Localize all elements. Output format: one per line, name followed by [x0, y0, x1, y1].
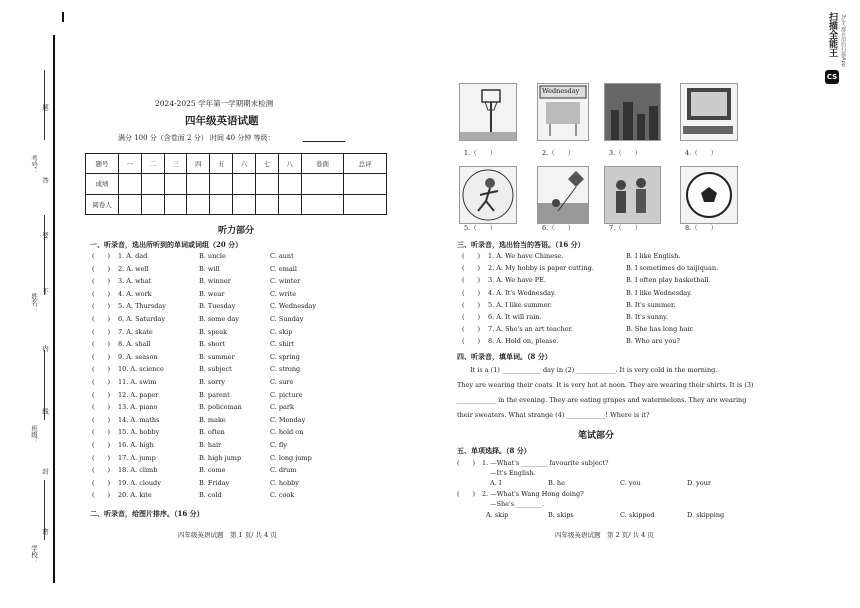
option-b: B. short: [199, 340, 226, 349]
answer-paren[interactable]: ( ): [92, 340, 111, 349]
option-a: 19. A. cloudy: [118, 478, 161, 487]
top-mark: [62, 12, 64, 22]
answer-paren[interactable]: ( ): [92, 415, 111, 424]
option-a: 5. A. I like summer.: [488, 300, 552, 309]
option-b: B. wear: [199, 289, 225, 298]
option-c: C. park: [270, 403, 294, 412]
option-c: C. shirt: [270, 340, 295, 349]
wednesday-sign-icon: [537, 83, 589, 141]
option-c: C. email: [270, 264, 297, 273]
seal-char: 封: [41, 468, 49, 475]
score-cell[interactable]: [210, 174, 233, 194]
picture-number[interactable]: 6.（ ）: [542, 224, 575, 232]
option-a: 12. A. paper: [118, 390, 159, 399]
score-cell[interactable]: [278, 174, 301, 194]
table-header-cell: 二: [141, 154, 164, 174]
seal-char: 答: [41, 177, 49, 184]
answer-paren[interactable]: ( ): [462, 325, 481, 334]
option-c: C. picture: [270, 390, 303, 399]
score-cell[interactable]: [187, 174, 210, 194]
kite-park-icon-graphic: [538, 167, 588, 223]
table-header-cell: 四: [187, 154, 210, 174]
option-a: 4. A. work: [118, 289, 152, 298]
q5-reply: —It's English.: [490, 469, 536, 477]
q1-heading: 一、听录音，选出所听到的单词或词组（20 分）: [90, 240, 243, 249]
option-c: C. skip: [270, 327, 293, 336]
q4-line: ____________ in the evening. They are eating grapes and watermelons. They are wearing: [457, 396, 747, 404]
option-b: B. will: [199, 264, 220, 273]
picture-number[interactable]: 4.（ ）: [685, 149, 718, 157]
option-b: B. high jump: [199, 453, 242, 462]
score-cell[interactable]: [210, 194, 233, 214]
answer-paren[interactable]: ( ): [92, 352, 111, 361]
kite-park-icon: [537, 166, 589, 224]
option-b: B. some day: [199, 315, 239, 323]
option-a: 13. A. piano: [118, 403, 158, 412]
cs-logo: CS: [825, 70, 839, 84]
answer-paren[interactable]: ( ): [92, 289, 111, 298]
page-footer: 四年级英语试题 第 1 页/ 共 4 页: [178, 531, 277, 539]
answer-paren[interactable]: ( ): [92, 478, 111, 487]
answer-paren[interactable]: ( ): [462, 264, 481, 273]
score-table-header: [86, 154, 387, 174]
q5-option: A. I: [490, 479, 502, 487]
brand-name: 扫描全能王: [827, 12, 837, 57]
q5-option: D. your: [687, 479, 711, 487]
football-icon-graphic: [681, 167, 737, 223]
answer-paren[interactable]: ( ): [92, 441, 111, 449]
score-cell[interactable]: [119, 174, 142, 194]
answer-paren[interactable]: ( ): [462, 337, 481, 346]
answer-paren[interactable]: ( ): [92, 302, 111, 311]
answer-paren[interactable]: ( ): [92, 252, 111, 260]
score-cell[interactable]: [141, 174, 164, 194]
q4-heading: 四、听录音，填单词。（8 分）: [457, 352, 552, 361]
score-cell[interactable]: [164, 194, 187, 214]
table-header-cell: 卷面: [301, 154, 344, 174]
written-heading: 笔试部分: [578, 431, 615, 441]
q5-paren[interactable]: ( ): [457, 459, 476, 467]
seal-char: 内: [41, 345, 49, 352]
option-b: B. Friday: [199, 478, 230, 487]
answer-paren[interactable]: ( ): [92, 491, 111, 500]
q4-line: their sweaters. What strange (4) ____________! Where is it?: [457, 411, 650, 419]
boy-running-icon: [459, 166, 517, 224]
q4-line: They are wearing their coats. It is very hot at noon. They are wearing their shirts. It is (3): [457, 381, 754, 389]
answer-paren[interactable]: ( ): [92, 315, 111, 323]
q5-option: D. skipping: [687, 511, 725, 519]
answer-paren[interactable]: ( ): [92, 428, 111, 437]
brand-tagline: 3亿人都在用的扫描App: [840, 14, 846, 67]
option-a: 14. A. maths: [118, 415, 160, 424]
option-a: 2. A. My hobby is paper cutting.: [488, 264, 594, 273]
option-b: B. uncle: [199, 252, 226, 260]
answer-paren[interactable]: ( ): [92, 327, 111, 336]
city-rain-icon: [604, 83, 661, 141]
option-b: B. summer: [199, 352, 235, 361]
option-a: 1. A. dad: [118, 252, 148, 260]
answer-paren[interactable]: ( ): [92, 453, 111, 462]
answer-paren[interactable]: ( ): [462, 300, 481, 309]
option-a: 15. A. hobby: [118, 428, 160, 437]
q5-reply: —She's ________.: [490, 500, 545, 508]
option-b: B. parent: [199, 390, 230, 399]
school-label: 学校：: [30, 545, 38, 565]
people-on-street-icon: [604, 166, 661, 224]
picture-caption: Wednesday: [542, 87, 580, 95]
option-a: 9. A. season: [118, 352, 158, 361]
q5-stem: 2. —What's Wang Hong doing?: [482, 490, 584, 498]
table-header-cell: 三: [164, 154, 187, 174]
option-b: B. It's sunny.: [626, 313, 669, 321]
score-table: [85, 153, 387, 215]
option-c: C. cook: [270, 491, 295, 500]
option-c: C. hold on: [270, 428, 304, 437]
computer-icon: [680, 83, 738, 141]
listening-heading: 听力部分: [218, 226, 255, 236]
option-a: 8. A. Hold on, please.: [488, 337, 559, 346]
binding-line: [53, 35, 55, 583]
picture-number[interactable]: 1.（ ）: [464, 149, 497, 157]
option-a: 16. A. high: [118, 441, 154, 449]
answer-paren[interactable]: ( ): [462, 276, 481, 285]
score-cell[interactable]: [255, 194, 278, 214]
table-header-cell: 一: [119, 154, 142, 174]
picture-number[interactable]: 8.（ ）: [685, 224, 718, 232]
option-a: 3. A. what: [118, 277, 152, 286]
score-cell[interactable]: [233, 194, 256, 214]
page-title: 四年级英语试题: [185, 115, 259, 127]
option-c: C. aunt: [270, 252, 294, 260]
option-a: 5. A. Thursday: [118, 302, 166, 311]
option-a: 6. A. Saturday: [118, 315, 166, 323]
grade-blank[interactable]: [303, 141, 345, 142]
score-cell[interactable]: [344, 174, 387, 194]
basketball-hoop-icon-graphic: [460, 84, 516, 140]
option-a: 11. A. swim: [118, 378, 157, 386]
option-a: 7. A. skate: [118, 327, 153, 336]
option-b: B. speak: [199, 327, 228, 336]
seal-char: 要: [41, 232, 49, 239]
score-cell[interactable]: [301, 194, 344, 214]
option-b: B. She has long hair.: [626, 325, 694, 334]
score-cell[interactable]: [119, 194, 142, 214]
score-cell[interactable]: [187, 194, 210, 214]
option-a: 7. A. She's an art teacher.: [488, 325, 574, 334]
option-b: B. Who are you?: [626, 337, 680, 346]
people-on-street-icon-graphic: [605, 167, 660, 223]
option-c: C. strong: [270, 365, 301, 374]
option-b: B. make: [199, 415, 226, 424]
option-a: 4. A. It's Wednesday.: [488, 288, 556, 297]
answer-paren[interactable]: ( ): [92, 466, 111, 475]
seal-char: 不: [41, 288, 49, 295]
answer-paren[interactable]: ( ): [462, 288, 481, 297]
picture-number[interactable]: 7.（ ）: [609, 224, 642, 232]
q5-heading: 五、单项选择。（8 分）: [457, 446, 531, 455]
option-c: C. drum: [270, 466, 297, 475]
answer-paren[interactable]: ( ): [92, 365, 111, 374]
picture-number[interactable]: 5.（ ）: [464, 224, 497, 232]
option-a: 8. A. shall: [118, 340, 151, 349]
option-a: 3. A. We have PE.: [488, 276, 546, 285]
exam-number-label: 考号：: [30, 155, 38, 175]
answer-paren[interactable]: ( ): [462, 313, 481, 321]
seal-char: 题: [41, 104, 49, 111]
table-header-cell: 总评: [344, 154, 387, 174]
table-header-cell: 六: [233, 154, 256, 174]
row-label-marker: 阅卷人: [86, 194, 119, 214]
option-b: B. It's summer.: [626, 300, 676, 309]
table-header-cell: 五: [210, 154, 233, 174]
answer-paren[interactable]: ( ): [92, 277, 111, 286]
seal-char: 线: [41, 408, 49, 415]
score-cell[interactable]: [278, 194, 301, 214]
q5-option: B. skips: [548, 511, 574, 519]
option-b: B. sorry: [199, 378, 226, 386]
option-b: B. I like Wednesday.: [626, 288, 692, 297]
option-a: 17. A. jump: [118, 453, 156, 462]
answer-paren[interactable]: ( ): [92, 264, 111, 273]
score-cell[interactable]: [164, 174, 187, 194]
option-b: B. hair: [199, 441, 222, 449]
q4-line: It is a (1) ____________ day in (2) ____________. It is very cold in the morning.: [470, 366, 718, 374]
binding-rule-2: [44, 215, 45, 295]
option-c: C. write: [270, 289, 297, 298]
basketball-hoop-icon: [459, 83, 517, 141]
option-b: B. often: [199, 428, 225, 437]
score-cell[interactable]: [233, 174, 256, 194]
answer-paren[interactable]: ( ): [462, 252, 481, 260]
q2-heading: 二、听录音，给图片排序。（16 分）: [90, 509, 204, 518]
option-b: B. Tuesday: [199, 302, 236, 311]
score-cell[interactable]: [255, 174, 278, 194]
q5-option: A. skip: [486, 511, 509, 519]
option-c: C. spring: [270, 352, 300, 361]
score-cell[interactable]: [344, 194, 387, 214]
name-label: 姓名：: [30, 293, 38, 313]
option-a: 10. A. science: [118, 365, 164, 374]
option-b: B. I often play basketball.: [626, 276, 711, 285]
score-cell[interactable]: [141, 194, 164, 214]
option-a: 6. A. It will rain.: [488, 313, 542, 321]
option-a: 2. A. well: [118, 264, 149, 273]
seal-char: 密: [41, 528, 49, 535]
option-b: B. I sometimes do taijiquan.: [626, 264, 719, 273]
answer-paren[interactable]: ( ): [92, 403, 111, 412]
q3-heading: 三、听录音，选出恰当的答语。（16 分）: [457, 240, 585, 249]
q5-option: C. you: [620, 479, 641, 487]
exam-term: 2024-2025 学年第一学期期末检测: [155, 99, 274, 108]
option-a: 18. A. climb: [118, 466, 158, 475]
table-row: [86, 174, 387, 194]
q5-stem: 1. —What's ________ favourite subject?: [482, 459, 609, 467]
score-cell[interactable]: [301, 174, 344, 194]
option-b: B. cold: [199, 491, 222, 500]
option-c: C. fly: [270, 441, 287, 449]
option-b: B. I like English.: [626, 252, 681, 260]
option-a: 20. A. kite: [118, 491, 152, 500]
option-b: B. subject: [199, 365, 232, 374]
city-rain-icon-graphic: [605, 84, 660, 140]
page-footer: 四年级英语试题 第 2 页/ 共 4 页: [555, 531, 654, 539]
option-c: C. long jump: [270, 453, 312, 462]
q5-option: C. skipped: [620, 511, 655, 519]
option-a: 1. A. We have Chinese.: [488, 252, 564, 260]
table-header-cell: 八: [278, 154, 301, 174]
option-c: C. winter: [270, 277, 301, 286]
q5-option: B. he: [548, 479, 565, 487]
row-label-score: 成绩: [86, 174, 119, 194]
option-c: C. sure: [270, 378, 294, 386]
picture-number[interactable]: 3.（ ）: [609, 149, 642, 157]
option-b: B. come: [199, 466, 226, 475]
boy-running-icon-graphic: [460, 167, 516, 223]
table-header-cell: 题号: [86, 154, 119, 174]
computer-icon-graphic: [681, 84, 737, 140]
option-b: B. policeman: [199, 403, 242, 412]
class-label: 班级：: [30, 425, 38, 445]
option-c: C. Wednesday: [270, 302, 317, 311]
q5-paren[interactable]: ( ): [457, 490, 476, 498]
option-c: C. Monday: [270, 415, 306, 424]
option-b: B. winner: [199, 277, 231, 286]
football-icon: [680, 166, 738, 224]
table-row: [86, 194, 387, 214]
exam-info: 满分 100 分（含卷面 2 分） 时间 40 分钟 等级：: [118, 134, 275, 142]
answer-paren[interactable]: ( ): [92, 378, 111, 386]
answer-paren[interactable]: ( ): [92, 390, 111, 399]
option-c: C. Sunday: [270, 315, 304, 323]
picture-number[interactable]: 2.（ ）: [542, 149, 575, 157]
table-header-cell: 七: [255, 154, 278, 174]
option-c: C. hobby: [270, 478, 299, 487]
